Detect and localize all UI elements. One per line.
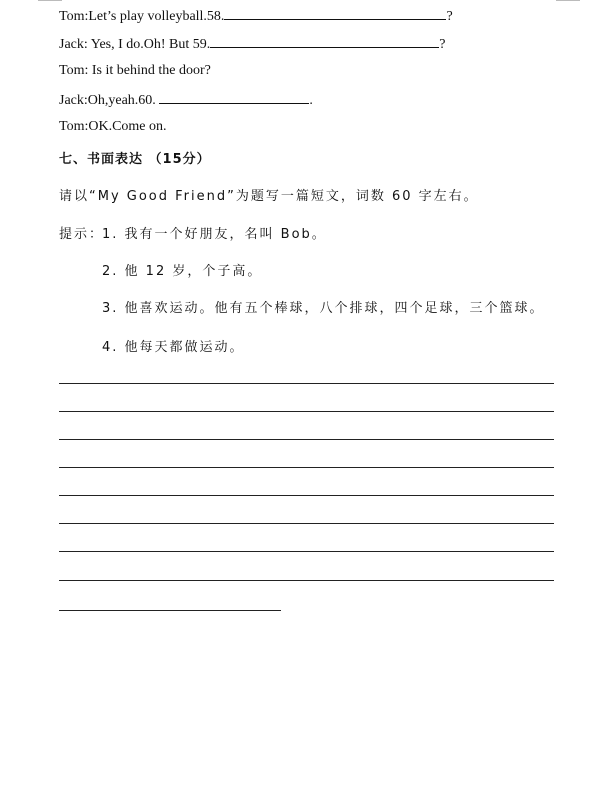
dialogue-end: ? <box>439 37 446 52</box>
dialogue-line-question <box>59 63 211 79</box>
writing-line[interactable] <box>59 523 554 524</box>
dialogue-text: Tom: Is it behind the door? <box>59 63 211 78</box>
dialogue-text: Jack:Oh,yeah.60. <box>59 93 160 108</box>
writing-line[interactable] <box>59 551 554 552</box>
dialogue-line-59 <box>59 35 446 53</box>
writing-line[interactable] <box>59 495 554 496</box>
dialogue-end: . <box>309 93 313 108</box>
writing-line[interactable] <box>59 467 554 468</box>
answer-blank-58[interactable] <box>224 7 446 20</box>
tip-label: 提示： <box>59 227 105 242</box>
writing-line[interactable] <box>59 411 554 412</box>
dialogue-text: Tom:OK.Come on. <box>59 119 167 134</box>
section-title: 七、书面表达 （15分） <box>59 152 211 167</box>
writing-line[interactable] <box>59 439 554 440</box>
writing-instruction: 请以“My Good Friend”为题写一篇短文，词数 60 字左右。 <box>59 189 479 204</box>
dialogue-text: Tom:Let’s play volleyball.58. <box>59 9 225 24</box>
dialogue-line-closing <box>59 119 167 135</box>
writing-line[interactable] <box>59 383 554 384</box>
dialogue-end: ? <box>446 9 453 24</box>
tip-item-4: 4. 他每天都做运动。 <box>102 340 245 355</box>
tip-item-2: 2. 他 12 岁，个子高。 <box>102 264 263 279</box>
writing-line[interactable] <box>59 580 554 581</box>
page-edge-mark-left <box>38 0 62 1</box>
answer-blank-59[interactable] <box>210 35 439 48</box>
page-edge-mark-right <box>556 0 580 1</box>
tip-item-3: 3. 他喜欢运动。他有五个棒球，八个排球，四个足球，三个篮球。 <box>102 301 545 316</box>
dialogue-line-58 <box>59 7 453 25</box>
tip-item-1: 1. 我有一个好朋友，名叫 Bob。 <box>102 227 327 242</box>
writing-line-last[interactable] <box>59 610 281 611</box>
dialogue-line-60 <box>59 91 313 109</box>
answer-blank-60[interactable] <box>159 91 309 104</box>
dialogue-text: Jack: Yes, I do.Oh! But 59. <box>59 37 211 52</box>
